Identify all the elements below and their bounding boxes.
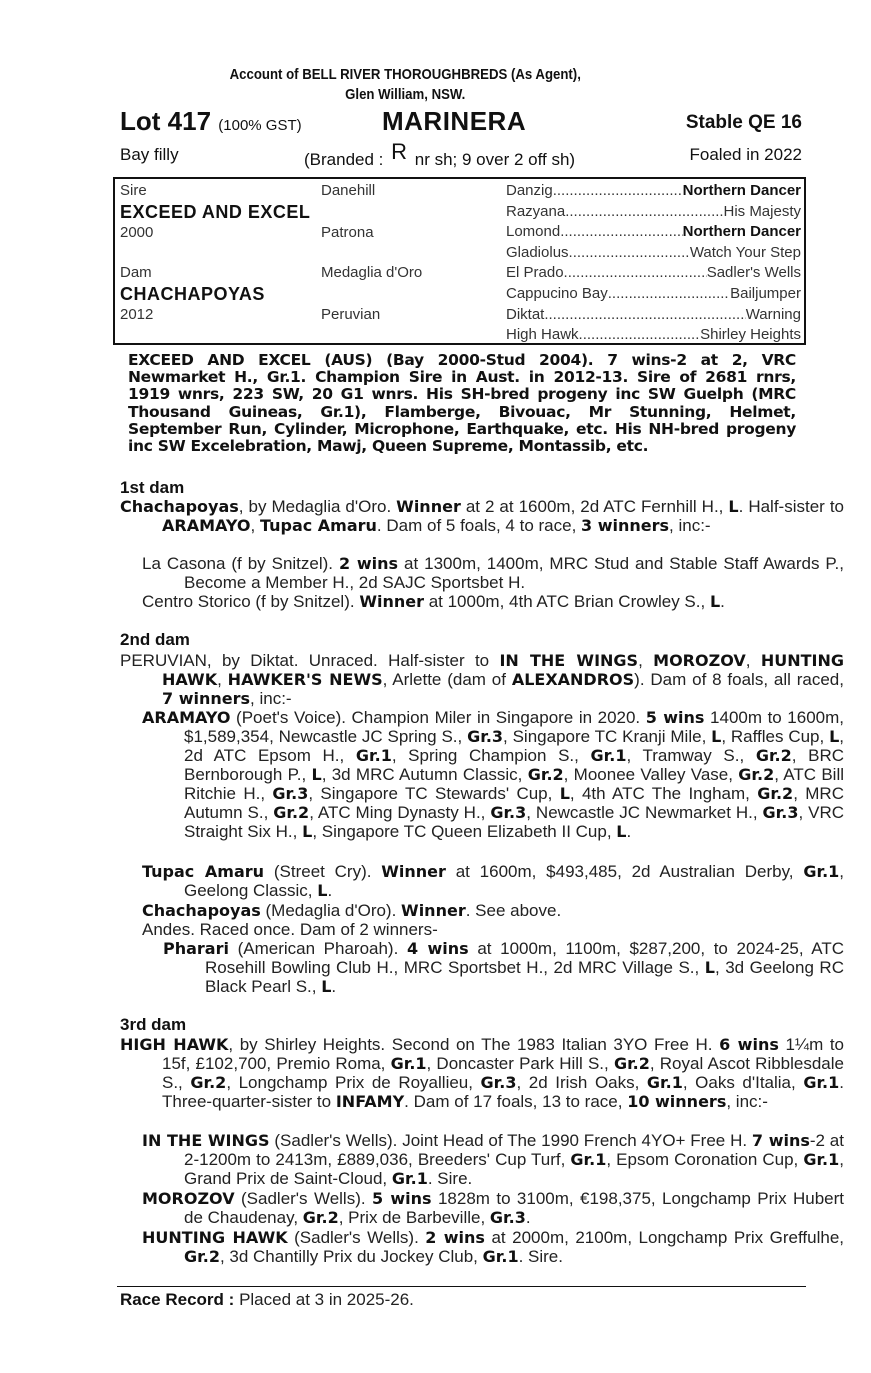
produce-entry [142,708,844,841]
bold-run: Gr.1 [482,1247,519,1266]
bold-run: Gr.2 [273,803,310,822]
produce-entry [142,1131,844,1188]
sire-sire: Danehill [321,182,376,199]
text-run: . Three-quarter-sister to [162,1073,844,1111]
text-run: Andes. Raced once. Dam of 2 winners- [142,920,438,939]
bold-run: L [704,958,715,977]
text-run: , Newcastle JC Newmarket H., [526,803,763,822]
text-run: , [217,670,228,689]
foaled-year: Foaled in 2022 [689,145,802,164]
bold-run: Gr.1 [803,1073,840,1092]
gen3-row [506,285,801,302]
text-run: . Half-sister to [738,497,844,516]
bold-run: 5 wins [645,708,705,727]
produce-entry [142,1189,844,1227]
stable-location: Stable QE 16 [685,112,802,133]
horse-name: MARINERA [382,106,527,136]
gen3-left: Danzig [506,182,553,199]
bold-run: L [559,784,570,803]
lot-header [120,106,802,138]
sire-dam: Patrona [321,224,374,241]
text-run: (Medaglia d'Oro). [260,901,402,920]
bold-run: 3 winners [581,516,670,535]
text-run: at 2000m, 2100m, Longchamp Prix Greffulhe, [484,1228,844,1247]
divider [117,1286,806,1287]
bold-run: Gr.2 [738,765,775,784]
gen3-right: Watch Your Step [689,244,801,261]
bold-run: Gr.3 [480,1073,517,1092]
text-run: , Spring Champion S., [391,746,591,765]
bold-run: L [302,822,313,841]
text-run: (American Pharoah). [228,939,407,958]
bold-run: Gr.1 [803,1150,840,1169]
text-run: , inc:- [250,689,292,708]
text-run: , 2d Irish Oaks, [516,1073,647,1092]
text-run: PERUVIAN, by Diktat. Unraced. Half-sister to [120,651,500,670]
gen3-left: High Hawk [506,326,579,343]
bold-run: Gr.3 [467,727,504,746]
gen3-left: Razyana [506,203,566,220]
text-run: , by Medaglia d'Oro. [238,497,397,516]
bold-run: Chachapoyas [120,497,239,516]
bold-run: ARAMAYO [162,516,251,535]
gen3-right: Shirley Heights [700,326,801,343]
colour-sex: Bay filly [120,145,179,164]
produce-entry [142,592,844,611]
text-run: , VRC Straight Six H., [184,803,844,841]
second-dam-entry [120,651,844,708]
text-run: , [250,516,260,535]
produce-entry [142,920,802,939]
grand-produce-entry [163,939,844,996]
bold-run: L [311,765,322,784]
text-run: , Moonee Valley Vase, [563,765,739,784]
text-run: , 3d MRC Autumn Classic, [321,765,528,784]
text-run: 1400m to 1600m, $1,589,354, Newcastle JC Spring S., [184,708,845,746]
gen3-row [506,203,801,220]
text-run: 1¼m to 15f, £102,700, Premio Roma, [162,1035,844,1073]
text-run: , Prix de Barbeville, [338,1208,490,1227]
bold-run: IN THE WINGS [142,1131,270,1150]
bold-run: Gr.3 [272,784,309,803]
race-record-text: Placed at 3 in 2025-26. [239,1290,414,1309]
text-run: at 1000m, 4th ATC Brian Crowley S., [423,592,710,611]
bold-run: 5 wins [372,1189,432,1208]
bold-run: Gr.1 [590,746,627,765]
sire-year: 2000 [120,224,154,241]
bold-run: ALEXANDROS [511,670,635,689]
third-dam-heading: 3rd dam [120,1015,187,1034]
bold-run: HIGH HAWK [120,1035,229,1054]
bold-run: 10 winners [627,1092,727,1111]
text-run: , Arlette (dam of [382,670,512,689]
text-run: , Singapore TC Stewards' Cup, [308,784,560,803]
text-run: , MRC Autumn S., [184,784,844,822]
text-run: . Dam of 17 foals, 13 to race, [404,1092,628,1111]
text-run: . [626,822,632,841]
gen3-right: Warning [745,306,801,323]
gen3-left: Diktat [506,306,545,323]
text-run: at 1000m, 1100m, $287,200, to 2024-25, ATC Rosehill Bowling Club H., MRC Sportsbet H., 2d MRC Village S., [205,939,845,977]
bold-run: Gr.3 [490,803,527,822]
brand-open: (Branded : [304,150,384,169]
text-run: , 4th ATC The Ingham, [569,784,758,803]
bold-run: Gr.1 [390,1054,427,1073]
bold-run: Gr.1 [570,1150,607,1169]
text-run: , Singapore TC Kranji Mile, [503,727,712,746]
text-run: , Geelong Classic, [184,862,845,900]
text-run: (Street Cry). [264,862,382,881]
text-run: . [331,977,337,996]
lot-details [120,136,802,169]
vendor-line-1: Account of BELL RIVER THOROUGHBREDS (As Agent), [229,66,581,83]
bold-run: Gr.2 [527,765,564,784]
text-run: (Sadler's Wells). [234,1189,372,1208]
sire-label: Sire [120,182,147,199]
bold-run: MOROZOV [142,1189,235,1208]
gen3-row [506,306,801,323]
text-run: . Sire. [427,1169,473,1188]
text-run: . Sire. [518,1247,563,1266]
text-run: (Sadler's Wells). Joint Head of The 1990 French 4YO+ Free H. [269,1131,752,1150]
bold-run: Gr.1 [646,1073,683,1092]
gen3-left: Gladiolus [506,244,569,261]
bold-run: 2 wins [425,1228,485,1247]
produce-entry [142,901,802,920]
bold-run: ARAMAYO [142,708,231,727]
text-run: , 3d Geelong RC Black Pearl S., [205,958,844,996]
bold-run: L [616,822,627,841]
text-run: , 2d ATC Epsom H., [184,727,844,765]
dam-name: CHACHAPOYAS [120,284,265,304]
bold-run: Gr.2 [757,784,794,803]
gen3-right: Bailjumper [730,285,801,302]
first-dam-heading: 1st dam [120,478,185,497]
text-run: , Oaks d'Italia, [682,1073,804,1092]
bold-run: Pharari [163,939,229,958]
text-run: ). Dam of 8 foals, all raced, [634,670,844,689]
bold-run: Gr.2 [613,1054,650,1073]
gen3-right: His Majesty [723,203,801,220]
dam-label: Dam [120,264,152,281]
bold-run: INFAMY [335,1092,405,1111]
gen3-row [506,326,801,343]
bold-run: Gr.3 [489,1208,526,1227]
gen3-left: El Prado [506,264,564,281]
bold-run: MOROZOV [653,651,746,670]
text-run: . See above. [465,901,562,920]
gst-note: (100% GST) [218,117,302,134]
bold-run: L [317,881,328,900]
text-run: 1828m to 3100m, €198,375, Longchamp Prix Hubert de Chaudenay, [184,1189,844,1227]
text-run: (Poet's Voice). Champion Miler in Singapore in 2020. [230,708,646,727]
text-run: at 2 at 1600m, 2d ATC Fernhill H., [460,497,729,516]
text-run: . [327,881,333,900]
text-run: , inc:- [726,1092,768,1111]
bold-run: 2 wins [338,554,399,573]
bold-run: L [829,727,840,746]
race-record [120,1290,414,1310]
bold-run: Tupac Amaru [259,516,377,535]
text-run: , ATC Ming Dynasty H., [309,803,491,822]
text-run: , inc:- [669,516,711,535]
text-run: . Dam of 5 foals, 4 to race, [376,516,582,535]
bold-run: L [321,977,332,996]
bold-run: L [728,497,739,516]
text-run: , BRC Bernborough P., [184,746,845,784]
lot-number [120,106,302,137]
bold-run: Gr.3 [762,803,799,822]
bold-run: HUNTING HAWK [142,1228,288,1247]
pedigree-table [113,177,806,345]
second-dam-heading: 2nd dam [120,630,190,649]
text-run: , ATC Bill Ritchie H., [184,765,845,803]
bold-run: HUNTING HAWK [162,651,844,689]
vendor-line-2: Glen William, NSW. [345,86,466,103]
text-run: , 3d Chantilly Prix du Jockey Club, [219,1247,483,1266]
text-run: , Tramway S., [626,746,756,765]
race-record-label: Race Record : [120,1290,235,1309]
gen3-right: Northern Dancer [682,223,801,240]
text-run: , Singapore TC Queen Elizabeth II Cup, [312,822,617,841]
text-run: Centro Storico (f by Snitzel). [142,592,360,611]
gen3-left: Cappucino Bay [506,285,608,302]
brand-rest: nr sh; 9 over 2 off sh) [414,150,576,169]
bold-run: IN THE WINGS [499,651,639,670]
gen3-right: Northern Dancer [682,182,801,199]
bold-run: HAWKER'S NEWS [227,670,383,689]
bold-run: L [709,592,721,611]
third-dam-entry [120,1035,844,1111]
brand-description [304,139,576,171]
dam-sire: Medaglia d'Oro [321,264,423,281]
bold-run: L [711,727,722,746]
bold-run: Gr.1 [803,862,840,881]
gen3-row [506,223,801,240]
sire-summary: EXCEED AND EXCEL (AUS) (Bay 2000-Stud 2004). 7 wins-2 at 2, VRC Newmarket H., Gr.1. Champion Sire in Aust. in 2012-13. Sire of 2681 rnrs, 1919 wnrs, 223 SW, 20 G1 wnrs. His SH-bred progeny inc SW Guelph (MRC Thousand Guineas, Gr.1), Flamberge, Bivouac, Mr Stunning, Helmet, September Run, Cylinder, Microphone, Earthquake, etc. His NH-bred progeny inc SW Excelebration, Mawj, Queen Supreme, Montassib, etc. [128,351,796,456]
text-run: at 1300m, 1400m, MRC Stud and Stable Staff Awards P., Become a Member H., 2d SAJC Sportsbet H. [184,554,844,592]
sire-name: EXCEED AND EXCEL [120,202,311,222]
text-run: at 1600m, $493,485, 2d Australian Derby, [445,862,804,881]
first-dam-entry [120,497,844,535]
bold-run: Winner [359,592,424,611]
text-run: , Longchamp Prix de Royallieu, [226,1073,481,1092]
gen3-row [506,244,801,261]
text-run: (Sadler's Wells). [287,1228,426,1247]
bold-run: Gr.2 [755,746,792,765]
bold-run: Gr.1 [355,746,392,765]
text-run: , [638,651,654,670]
text-run: La Casona (f by Snitzel). [142,554,339,573]
text-run: . [720,592,725,611]
bold-run: Gr.2 [302,1208,339,1227]
produce-entry [142,862,844,900]
text-run: , Doncaster Park Hill S., [426,1054,614,1073]
bold-run: Chachapoyas [142,901,261,920]
text-run: , Royal Ascot Ribblesdale S., [162,1054,844,1092]
bold-run: 6 wins [719,1035,779,1054]
text-run: , Epsom Coronation Cup, [606,1150,804,1169]
text-run: , Grand Prix de Saint-Cloud, [184,1150,844,1188]
text-run: , by Shirley Heights. Second on The 1983 Italian 3YO Free H. [228,1035,720,1054]
gen3-right: Sadler's Wells [706,264,801,281]
bold-run: Winner [396,497,461,516]
bold-run: Winner [401,901,466,920]
text-run: . [525,1208,531,1227]
produce-entry [142,554,844,592]
gen3-row [506,182,801,199]
gen3-row [506,264,801,281]
bold-run: Winner [381,862,446,881]
bold-run: 7 wins [751,1131,810,1150]
bold-run: Gr.2 [190,1073,227,1092]
produce-entry [142,1228,844,1266]
bold-run: 7 winners [162,689,251,708]
bold-run: Gr.2 [184,1247,220,1266]
dam-dam: Peruvian [321,306,381,323]
text-run: -2 at 2-1200m to 2413m, £889,036, Breeders' Cup Turf, [184,1131,844,1169]
bold-run: 4 wins [406,939,469,958]
brand-glyph: R [391,139,408,164]
dam-year: 2012 [120,306,154,323]
lot-label: Lot 417 [120,106,212,136]
bold-run: Tupac Amaru [142,862,265,881]
gen3-left: Lomond [506,223,561,240]
text-run: , [745,651,761,670]
text-run: , Raffles Cup, [721,727,830,746]
bold-run: Gr.1 [391,1169,428,1188]
